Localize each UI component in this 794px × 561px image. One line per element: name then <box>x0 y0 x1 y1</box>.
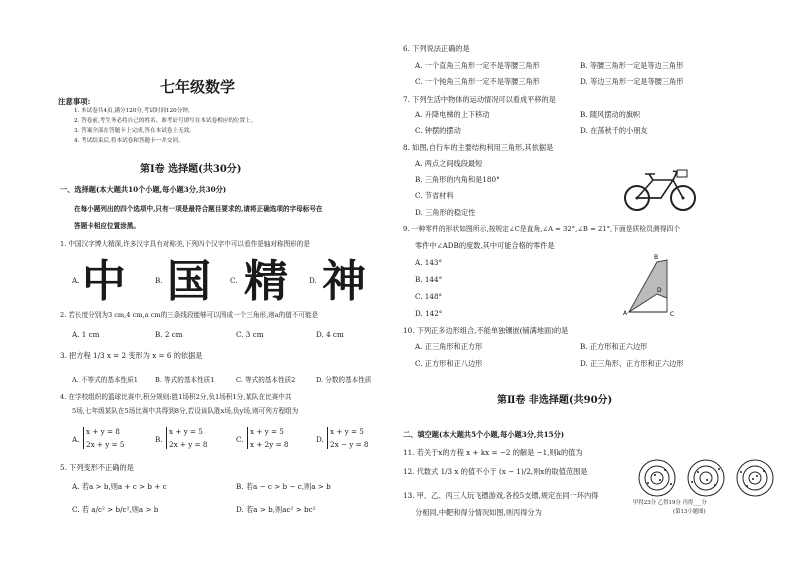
q4-stem: 5场,七年级某队在5场比赛中共得到8分,若设该队胜x场,负y场,则可列方程组为 <box>72 407 299 415</box>
q5-option: A. 若a > b,则a + c > b + c <box>72 482 167 491</box>
label-c: C <box>670 311 675 318</box>
part-diagram <box>621 248 691 318</box>
q2-option: A. 1 cm <box>72 330 100 339</box>
part1-title: 第Ⅰ卷 选择题(共30分) <box>140 164 242 175</box>
q13-stem: 分相同,中靶和得分情况如图,则丙得分为 <box>415 508 542 517</box>
q1-option-label: A. <box>72 276 80 285</box>
q7-stem: 7. 下列生活中物体的运动情况可以看成平移的是 <box>403 95 556 104</box>
label-b: B <box>654 254 659 261</box>
notes-heading: 注意事项: <box>58 97 91 106</box>
q4-equation: x + y = 5 <box>330 427 364 436</box>
q9-option: A. 143° <box>415 258 443 267</box>
label-d: D <box>657 287 662 294</box>
brace <box>247 427 248 449</box>
q6-option: B. 等腰三角形一定是等边三角形 <box>580 61 684 70</box>
q3-option: B. 等式的基本性质1 <box>155 376 215 384</box>
brace <box>166 427 167 449</box>
hanzi-guo: 国 <box>167 256 211 307</box>
q1-option-label: D. <box>309 276 317 285</box>
note-item: 4. 考试结束后,将本试卷和答题卡一并交回。 <box>74 138 184 144</box>
q2-stem: 2. 若长度分别为3 cm,4 cm,a cm的三条线段能够可以围成一个三角形,则a的值不可能是 <box>60 311 319 319</box>
q4-option-label: A. <box>72 435 80 444</box>
q4-equation: 2x − y = 8 <box>330 440 369 449</box>
q9-stem: 9. 一种零件的形状如图所示,按规定∠C是直角,∠A = 32°,∠B = 21°,下面是质检员测得四个 <box>403 225 681 233</box>
q2-option: B. 2 cm <box>155 330 183 339</box>
q4-option-label: B. <box>155 435 163 444</box>
q5-stem: 5. 下列变形不正确的是 <box>60 463 134 472</box>
q1-stem: 1. 中国汉字博大精深,许多汉字具有对称美,下列四个汉字中可以看作是轴对称图形的是 <box>60 240 310 248</box>
q4-equation: x + 2y = 8 <box>250 440 289 449</box>
q13-figure-caption: 甲得23分 乙得19分 丙得___分 <box>633 500 707 506</box>
q13-figure-caption: (第13小题图) <box>673 509 706 515</box>
q6-option: C. 一个钝角三角形一定不是等腰三角形 <box>415 77 540 86</box>
page-title: 七年级数学 <box>159 78 235 96</box>
section1-instruction: 在每小题列出的四个选项中,只有一项是最符合题目要求的,请将正确选项的字母标号在 <box>74 205 323 213</box>
q4-option-label: D. <box>316 435 324 444</box>
q3-stem: 3. 把方程 1/3 x = 2 变形为 x = 6 的依据是 <box>60 351 203 360</box>
brace <box>327 427 328 449</box>
part2-title: 第Ⅱ卷 非选择题(共90分) <box>497 395 613 406</box>
q7-option: D. 在荡秋千的小朋友 <box>580 126 648 135</box>
q12-stem: 12. 代数式 1/3 x 的值不小于 (x − 1)/2,则x的取值范围是 <box>403 467 588 476</box>
brace <box>83 427 84 449</box>
q2-option: D. 4 cm <box>316 330 344 339</box>
note-item: 1. 本试卷共4页,满分120分,考试时间120分钟。 <box>74 108 194 114</box>
q9-option: C. 148° <box>415 292 443 301</box>
q10-stem: 10. 下列正多边形组合,不能单独镶嵌(铺满地面)的是 <box>403 326 569 335</box>
hanzi-jing: 精 <box>244 256 288 307</box>
right-page <box>397 0 792 561</box>
section1-heading: 一、选择题(本大题共10个小题,每小题3分,共30分) <box>60 185 227 194</box>
note-item: 2. 答卷前,考生务必将自己的姓名、准考证号填写在本试卷相应的位置上。 <box>74 118 257 124</box>
q8-option: D. 三角形的稳定性 <box>415 208 476 217</box>
q6-option: D. 等边三角形一定是等腰三角形 <box>580 77 684 86</box>
bicycle-illustration <box>623 166 699 212</box>
hanzi-shen: 神 <box>322 256 366 307</box>
q3-option: A. 不等式的基本性质1 <box>72 376 138 384</box>
q9-option: B. 144° <box>415 275 443 284</box>
q11-stem: 11. 若关于x的方程 x + kx = −2 的解是 −1,则k的值为 <box>403 448 583 457</box>
q4-equation: 2x + y = 5 <box>86 440 125 449</box>
section2-heading: 二、填空题(本大题共5个小题,每小题3分,共15分) <box>403 430 565 439</box>
q9-option: D. 142° <box>415 309 443 318</box>
q3-option: D. 分数的基本性质 <box>316 376 372 384</box>
q10-option: D. 正三角形、正方形和正六边形 <box>580 359 684 368</box>
q9-stem: 零件中∠ADB的度数,其中可能合格的零件是 <box>415 241 555 250</box>
q7-option: C. 钟摆的摆动 <box>415 126 461 135</box>
q8-stem: 8. 如图,自行车的主要结构利用三角形,其依据是 <box>403 143 554 152</box>
q8-option: A. 两点之间线段最短 <box>415 159 483 168</box>
q4-equation: x + y = 8 <box>86 427 120 436</box>
q5-option: D. 若a > b,则ac² > bc² <box>236 505 316 514</box>
label-a: A <box>623 310 628 317</box>
q10-option: B. 正方形和正六边形 <box>580 342 648 351</box>
q7-option: B. 随风摆动的旗帜 <box>580 110 641 119</box>
section1-instruction: 答题卡相应位置涂黑。 <box>74 222 140 230</box>
q10-option: C. 正方形和正八边形 <box>415 359 483 368</box>
q8-option: C. 节省材料 <box>415 191 454 200</box>
q4-equation: x + y = 5 <box>169 427 203 436</box>
q3-option: C. 等式的基本性质2 <box>236 376 296 384</box>
q7-option: A. 升降电梯的上下移动 <box>415 110 490 119</box>
q1-option-label: C. <box>230 276 238 285</box>
q4-option-label: C. <box>236 435 244 444</box>
q4-equation: x + y = 5 <box>250 427 284 436</box>
q5-option: B. 若a − c > b − c,则a > b <box>236 482 331 491</box>
q5-option: C. 若 a/c² > b/c²,则a > b <box>72 505 159 514</box>
q1-option-label: B. <box>155 276 163 285</box>
q4-stem: 4. 在学校组织的篮球比赛中,积分规则:胜1场积2分,负1场积1分,某队在比赛中共 <box>60 393 292 401</box>
q10-option: A. 正三角形和正方形 <box>415 342 483 351</box>
q6-stem: 6. 下列说法正确的是 <box>403 44 470 53</box>
q2-option: C. 3 cm <box>236 330 264 339</box>
left-page <box>0 0 395 561</box>
q8-option: B. 三角形的内角和是180° <box>415 175 500 184</box>
dartboard-figure <box>633 458 783 498</box>
note-item: 3. 答案全部在答题卡上完成,答在本试卷上无效。 <box>74 128 195 134</box>
q13-stem: 13. 甲、乙、丙三人玩飞镖游戏,各投5支镖,规定在同一环内得 <box>403 491 599 500</box>
q6-option: A. 一个直角三角形一定不是等腰三角形 <box>415 61 540 70</box>
q4-equation: 2x + y = 8 <box>169 440 208 449</box>
hanzi-zhong: 中 <box>82 256 126 307</box>
